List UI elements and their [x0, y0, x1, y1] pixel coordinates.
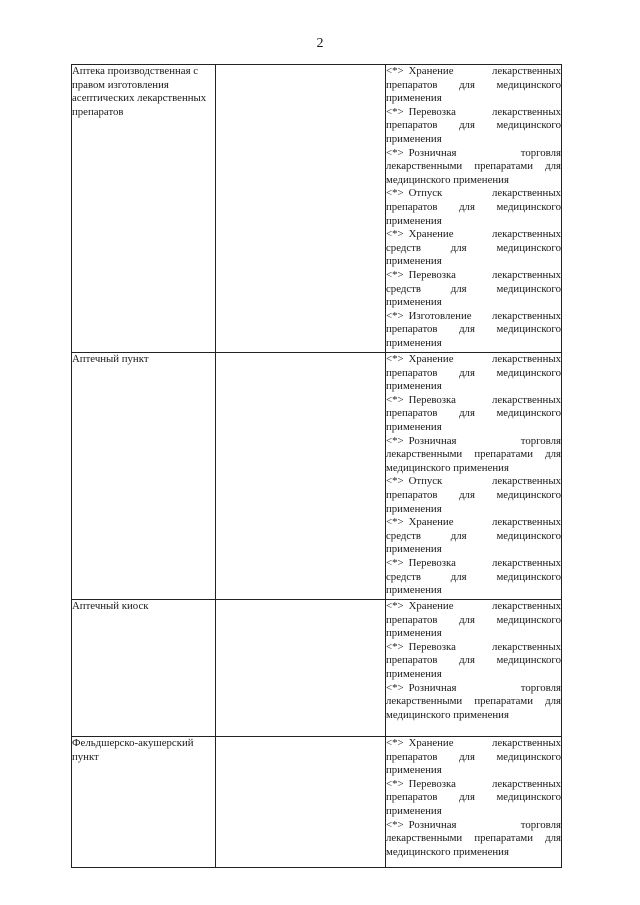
footnote-mark: <*> [386, 475, 404, 488]
footnote-mark: <*> [386, 434, 404, 447]
activities-cell [386, 600, 562, 737]
activity-text: Перевозка лекарственных препаратов для медицинского применения [386, 777, 561, 817]
activity-text: Розничная торговля лекарственными препаратами для медицинского применения [386, 146, 561, 186]
empty-cell [216, 600, 386, 737]
activity-entry [386, 516, 561, 557]
facility-type-cell: Аптека производственная с правом изготовления асептических лекарственных препаратов [72, 65, 216, 353]
empty-cell [216, 737, 386, 868]
footnote-mark: <*> [386, 681, 404, 694]
table-row [72, 65, 562, 353]
activity-text: Перевозка лекарственных препаратов для медицинского применения [386, 393, 561, 433]
activities-cell [386, 353, 562, 600]
activity-entry [386, 228, 561, 269]
table-row [72, 600, 562, 737]
table-body [72, 65, 562, 868]
facility-type-cell: Аптечный киоск [72, 600, 216, 737]
footnote-mark: <*> [386, 737, 404, 749]
activity-entry [386, 557, 561, 598]
footnote-mark: <*> [386, 818, 404, 831]
activity-text: Перевозка лекарственных средств для медицинского применения [386, 556, 561, 597]
activity-entry [386, 187, 561, 228]
footnote-mark: <*> [386, 516, 404, 529]
activity-entry [386, 778, 561, 819]
activity-text: Хранение лекарственных препаратов для медицинского применения [386, 65, 561, 105]
footnote-mark: <*> [386, 393, 404, 406]
footnote-mark: <*> [386, 146, 404, 159]
activity-entry [386, 475, 561, 516]
footnote-mark: <*> [386, 309, 404, 322]
activity-entry [386, 147, 561, 188]
footnote-mark: <*> [386, 556, 404, 569]
activity-text: Отпуск лекарственных препаратов для медицинского применения [386, 187, 561, 227]
footnote-mark: <*> [386, 353, 404, 365]
document-table [71, 64, 562, 868]
activity-text: Хранение лекарственных средств для медицинского применения [386, 516, 561, 556]
activity-entry [386, 641, 561, 682]
empty-cell [216, 353, 386, 600]
activity-text: Хранение лекарственных препаратов для медицинского применения [386, 737, 561, 777]
page-number: 2 [316, 36, 324, 51]
activity-text: Хранение лекарственных препаратов для медицинского применения [386, 353, 561, 393]
activity-entry [386, 435, 561, 476]
footnote-mark: <*> [386, 640, 404, 653]
activity-entry [386, 682, 561, 723]
empty-cell [216, 65, 386, 353]
activity-entry [386, 106, 561, 147]
activities-cell [386, 65, 562, 353]
activity-text: Розничная торговля лекарственными препаратами для медицинского применения [386, 818, 561, 858]
activity-entry [386, 819, 561, 860]
activity-entry [386, 65, 561, 106]
activity-text: Перевозка лекарственных препаратов для медицинского применения [386, 105, 561, 145]
activity-entry [386, 394, 561, 435]
footnote-mark: <*> [386, 65, 404, 77]
activity-text: Перевозка лекарственных препаратов для медицинского применения [386, 640, 561, 680]
activity-entry [386, 269, 561, 310]
footnote-mark: <*> [386, 600, 404, 612]
footnote-mark: <*> [386, 228, 404, 241]
activity-text: Розничная торговля лекарственными препаратами для медицинского применения [386, 681, 561, 721]
footnote-mark: <*> [386, 105, 404, 118]
facility-type-cell: Аптечный пункт [72, 353, 216, 600]
footnote-mark: <*> [386, 187, 404, 200]
table-row [72, 737, 562, 868]
activity-text: Перевозка лекарственных средств для медицинского применения [386, 268, 561, 309]
activity-text: Розничная торговля лекарственными препаратами для медицинского применения [386, 434, 561, 474]
facility-type-cell: Фельдшерско-акушерский пункт [72, 737, 216, 868]
activity-entry [386, 353, 561, 394]
activity-text: Изготовление лекарственных препаратов для медицинского применения [386, 309, 561, 349]
activity-text: Хранение лекарственных препаратов для медицинского применения [386, 600, 561, 640]
activity-entry [386, 310, 561, 351]
activity-entry [386, 737, 561, 778]
table-row [72, 353, 562, 600]
activity-text: Отпуск лекарственных препаратов для медицинского применения [386, 475, 561, 515]
activity-entry [386, 600, 561, 641]
activities-cell [386, 737, 562, 868]
footnote-mark: <*> [386, 268, 404, 281]
footnote-mark: <*> [386, 777, 404, 790]
activity-text: Хранение лекарственных средств для медицинского применения [386, 228, 561, 268]
